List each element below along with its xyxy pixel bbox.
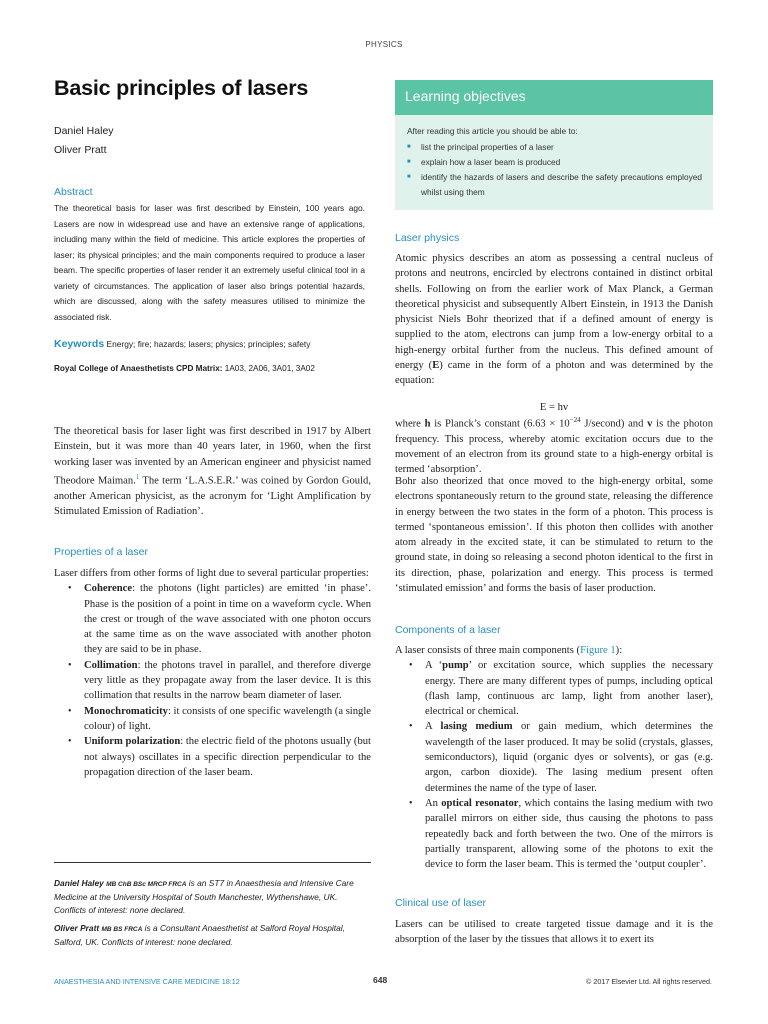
abstract-text: The theoretical basis for laser was first described by Einstein, 100 years ago. Lasers are now in widespread use and have an extensive range of applications, including many within the field of medicine. This article explores the properties of laser; its physical principles; and the main components required to produce a laser beam. The specific properties of laser render it an extremely useful clinical tool in a variety of circumstances. The application of laser also brings potential hazards, which are discussed, along with the safety measures utilised to minimize the associated risk. (54, 203, 365, 322)
list-item: • An optical resonator, which contains the lasing medium with two parallel mirrors on either side, thus causing the photons to pass repeatedly back and forth between the two. One of the mirrors is partially transparent, allowing some of the photons to exit the device to form the laser beam. This is termed the ‘output coupler’. (409, 796, 713, 872)
journal-citation: ANAESTHESIA AND INTENSIVE CARE MEDICINE 18:12 (54, 977, 240, 986)
author-list (54, 122, 114, 160)
components-heading: Components of a laser (395, 624, 501, 636)
learning-objectives-header (395, 80, 713, 115)
equation: E = hv (539, 402, 569, 413)
clinical-heading: Clinical use of laser (395, 897, 487, 909)
laser-physics-paragraph: Bohr also theorized that once moved to the high-energy orbital, some electrons spontaneously return to the ground state, releasing the difference in energy between the two states in the form of a photon. This process is termed ‘spontaneous emission’. If this photon then collides with another atom already in the excited state, it can be stimulated to return to the ground state, in doing so releasing a second photon identical to the first in its direction, phase, polarization and energy. This process is termed ‘stimulated emission’ and forms the basis of laser production. (395, 476, 713, 595)
list-item: • Monochromaticity: it consists of one specific wavelength (a single colour) of light. (68, 704, 371, 735)
author-footnote: Oliver Pratt MB BS FRCA is a Consultant Anaesthetist at Salford Royal Hospital, Salford, UK. Conflicts of interest: none declared. (54, 923, 345, 947)
figure-link[interactable]: Figure 1 (580, 645, 616, 656)
components-list (395, 658, 713, 872)
author-name: Daniel Haley (54, 125, 114, 137)
learning-objectives-list (407, 140, 702, 200)
properties-section (54, 566, 371, 780)
keywords (54, 338, 369, 350)
cpd-label: Royal College of Anaesthetists CPD Matrix (54, 364, 220, 373)
components-section (395, 643, 713, 872)
learning-objectives-intro: After reading this article you should be able to: (407, 126, 578, 136)
list-item: ■ explain how a laser beam is produced (407, 155, 702, 170)
footnote-divider (54, 862, 371, 863)
list-item: ■ list the principal properties of a laser (407, 140, 702, 155)
keywords-text: Energy; fire; hazards; lasers; physics; principles; safety (106, 339, 311, 349)
abstract-heading: Abstract (54, 186, 93, 198)
copyright: © 2017 Elsevier Ltd. All rights reserved. (586, 977, 712, 986)
cpd-matrix: Royal College of Anaesthetists CPD Matrix: 1A03, 2A06, 3A01, 3A02 (54, 364, 315, 373)
components-intro: A laser consists of three main components (Figure 1): (395, 645, 623, 656)
section-label: PHYSICS (365, 40, 403, 49)
laser-physics-paragraph: Atomic physics describes an atom as possessing a central nucleus of protons and neutrons, encircled by electrons contained in distinct orbital shells. Following on from the earlier work of Max Planck, a German theoretical physicist and subsequently Albert Einstein, in 1913 the Danish physicist Niels Bohr theorized that if a defined amount of energy is supplied to the atom, electrons can jump from a low-energy orbital to a high-energy orbital further from the nucleus. This defined amount of energy (E) came in the form of a photon and was determined by the equation: (395, 253, 714, 387)
keywords-label: Keywords (54, 338, 105, 350)
properties-list (54, 581, 371, 780)
reference-link[interactable]: 1 (135, 472, 140, 481)
clinical-paragraph: Lasers can be utilised to create targeted tissue damage and it is the absorption of the laser by the tissues that allows it to exert its (395, 919, 713, 946)
properties-heading: Properties of a laser (54, 546, 148, 558)
author-footnote: Daniel Haley MB ChB BSc MRCP FRCA is an ST7 in Anaesthesia and Intensive Care Medicine at the University Hospital of South Manchester, Wythenshawe, UK. Conflicts of interest: none declared. (54, 878, 354, 915)
list-item: • Collimation: the photons travel in parallel, and therefore diverge very little as they propagate away from the laser device. It is this collimation that results in the narrow beam diameter of laser. (68, 658, 371, 704)
list-item: • Uniform polarization: the electric field of the photons usually (but not always) oscillates in a specific direction perpendicular to the propagation direction of the laser beam. (68, 734, 371, 780)
cpd-codes: 1A03, 2A06, 3A01, 3A02 (224, 364, 315, 373)
author-name: Oliver Pratt (54, 144, 107, 156)
page-number: 648 (373, 975, 388, 985)
list-item: • A ‘pump’ or excitation source, which supplies the necessary energy. There are many different types of pumps, including optical (flash lamp, continuous arc lamp, light from another laser), electrical or chemical. (409, 658, 713, 719)
list-item: • Coherence: the photons (light particles) are emitted ‘in phase’. Phase is the position of a point in time on a waveform cycle. When the crest or trough of the wave associated with one photon occurs at the same time as on the wave associated with another photon they are said to be in phase. (68, 581, 371, 657)
learning-objectives-heading: Learning objectives (405, 88, 526, 104)
laser-physics-paragraph: where h is Planck’s constant ($6.63 \times 10^{-24}$ J/second) and v is the photon frequency. This process, whereby atomic excitation occurs due to the movement of an electron from its ground state to a high-energy orbital is termed ‘absorption’. (395, 416, 713, 476)
list-item: ■ identify the hazards of lasers and describe the safety precautions employed whilst using them (407, 170, 702, 200)
intro-paragraph: The theoretical basis for laser light was first described in 1917 by Albert Einstein, but it was more than 40 years later, in 1960, when the first working laser was invented by an American engineer and physicist named Theodore Maiman.$^1$ The term ‘L.A.S.E.R.’ was coined by Gordon Gould, another American physicist, as the acronym for ‘Light Amplification by Stimulated Emission of Radiation’. (54, 426, 371, 518)
laser-physics-heading: Laser physics (395, 232, 460, 244)
article-title: Basic principles of lasers (54, 76, 309, 100)
list-item: • A lasing medium or gain medium, which determines the wavelength of the laser produced. It may be solid (crystals, glasses, semiconductors), liquid (organic dyes or solvents), or gas (e.g. argon, carbon dioxide). The lasing medium present often determines the name of the type of laser. (409, 719, 713, 795)
properties-intro: Laser differs from other forms of light due to several particular properties: (54, 568, 369, 579)
